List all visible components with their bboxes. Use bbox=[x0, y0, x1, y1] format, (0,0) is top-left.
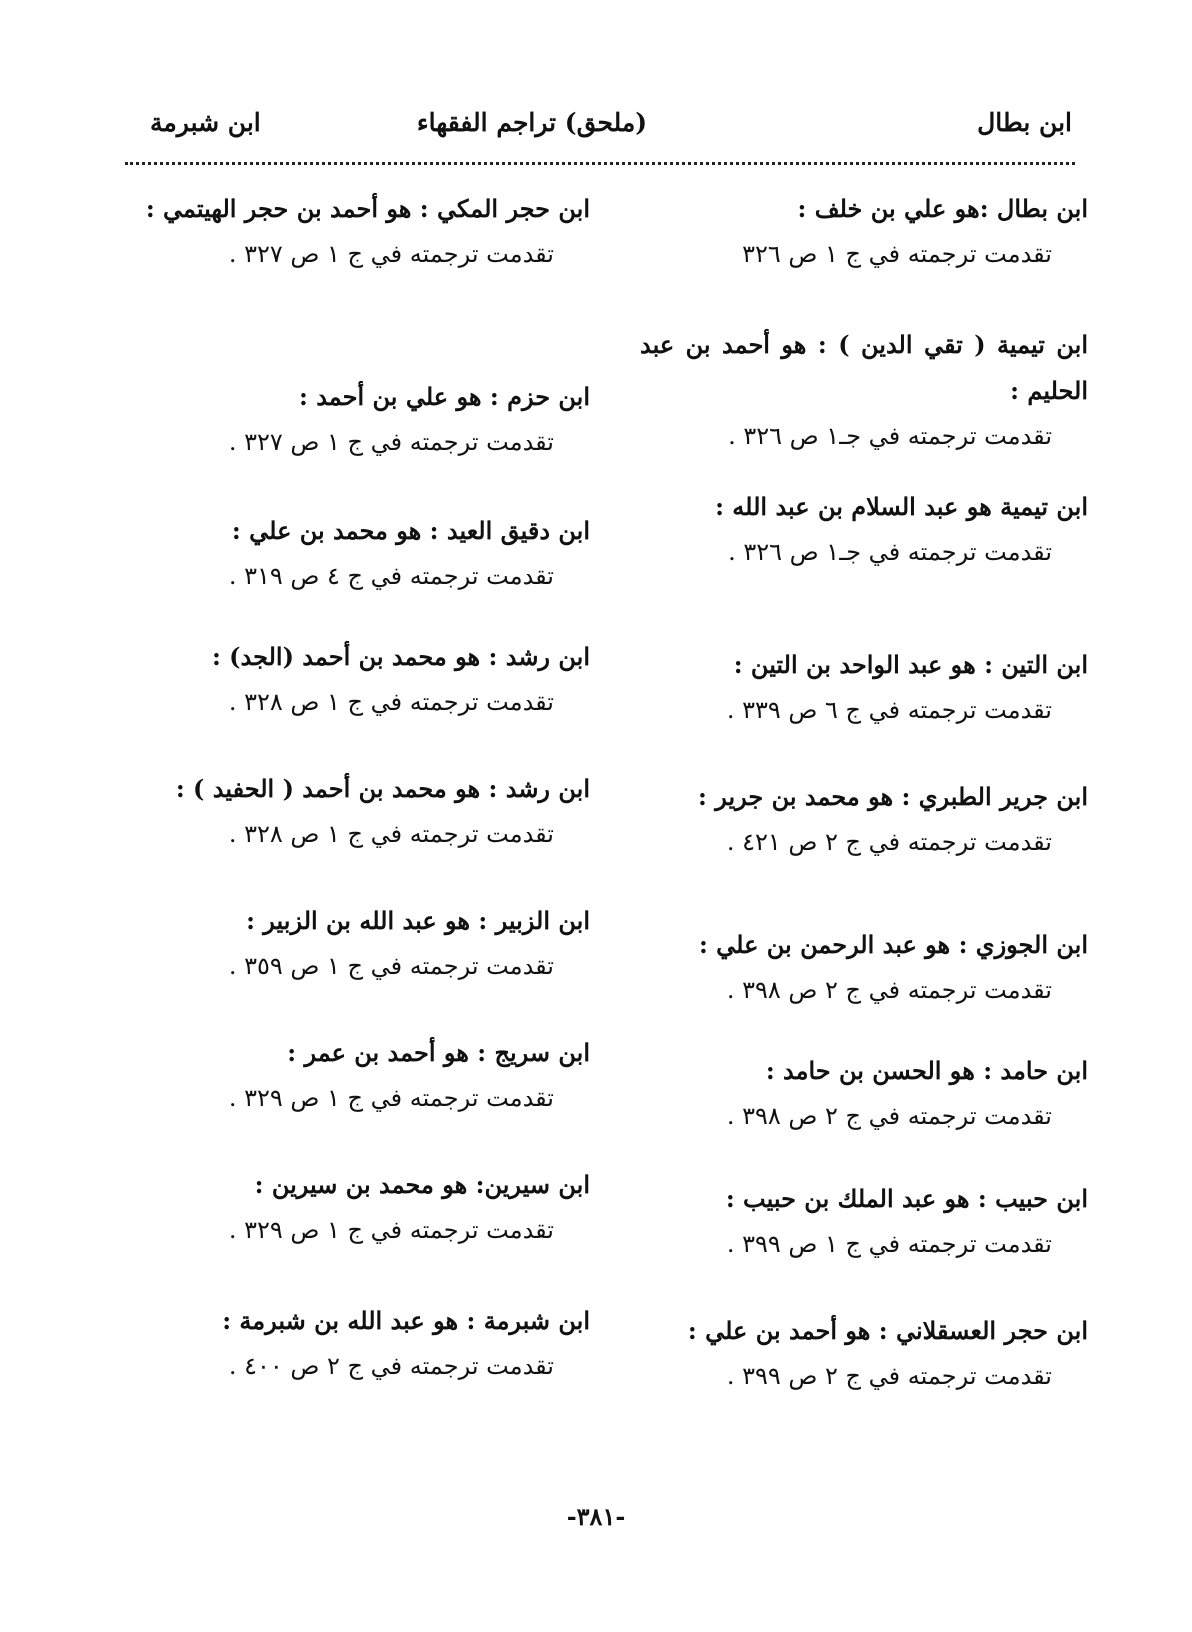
entry-reference: تقدمت ترجمته في ج ١ ص ٣٢٧ . bbox=[228, 240, 554, 268]
entry-name: ابن سريج : هو أحمد بن عمر : bbox=[287, 1038, 590, 1067]
page-number: -٣٨١- bbox=[566, 1502, 626, 1531]
entry bbox=[640, 1048, 1088, 1138]
entry bbox=[640, 774, 1088, 864]
entry-reference: تقدمت ترجمته في ج ١ ص ٣٢٧ . bbox=[228, 428, 554, 456]
entry bbox=[110, 1298, 590, 1388]
entry-reference: تقدمت ترجمته في ج ٢ ص ٤٠٠ . bbox=[228, 1352, 554, 1380]
entry-name: ابن تيمية هو عبد السلام بن عبد الله : bbox=[715, 492, 1088, 521]
entry bbox=[110, 374, 590, 464]
entry bbox=[110, 1030, 590, 1120]
header-dotted-rule bbox=[125, 162, 1075, 165]
entry-reference: تقدمت ترجمته في ج ٤ ص ٣١٩ . bbox=[228, 562, 554, 590]
entry bbox=[640, 484, 1088, 574]
entry-name: ابن جرير الطبري : هو محمد بن جرير : bbox=[698, 782, 1088, 811]
entry-name: ابن تيمية ( تقي الدين ) : هو أحمد بن عبد الحليم : bbox=[640, 330, 1088, 405]
entry-name: ابن شبرمة : هو عبد الله بن شبرمة : bbox=[222, 1306, 590, 1335]
entry-name: ابن حزم : هو علي بن أحمد : bbox=[298, 382, 590, 411]
entry-name: ابن حجر المكي : هو أحمد بن حجر الهيتمي : bbox=[145, 194, 590, 223]
entry-reference: تقدمت ترجمته في ج ٦ ص ٣٣٩ . bbox=[726, 696, 1052, 724]
entry-name: ابن رشد : هو محمد بن أحمد ( الحفيد ) : bbox=[175, 774, 590, 803]
entry-reference: تقدمت ترجمته في ج ١ ص ٣٢٨ . bbox=[228, 820, 554, 848]
entry-reference: تقدمت ترجمته في ج ١ ص ٣٥٩ . bbox=[228, 952, 554, 980]
entry-name: ابن الجوزي : هو عبد الرحمن بن علي : bbox=[698, 930, 1088, 959]
entry bbox=[640, 1176, 1088, 1266]
running-header-right: ابن بطال bbox=[977, 108, 1072, 137]
entry bbox=[110, 186, 590, 276]
entry-reference: تقدمت ترجمته في ج ١ ص ٣٢٨ . bbox=[228, 688, 554, 716]
entry-reference: تقدمت ترجمته في ج ٢ ص ٣٩٨ . bbox=[726, 976, 1052, 1004]
entry bbox=[110, 1162, 590, 1252]
entry-reference: تقدمت ترجمته في ج ١ ص ٣٢٩ . bbox=[228, 1216, 554, 1244]
running-header-left: ابن شبرمة bbox=[150, 108, 261, 137]
running-header-title: (ملحق) تراجم الفقهاء bbox=[416, 108, 648, 137]
entry bbox=[640, 1308, 1088, 1398]
entry-reference: تقدمت ترجمته في ج ١ ص ٣٢٩ . bbox=[228, 1084, 554, 1112]
entry bbox=[110, 898, 590, 988]
entry-name: ابن دقيق العيد : هو محمد بن علي : bbox=[231, 516, 590, 545]
entry-name: ابن حامد : هو الحسن بن حامد : bbox=[765, 1056, 1088, 1085]
entry-name: ابن حبيب : هو عبد الملك بن حبيب : bbox=[725, 1184, 1088, 1213]
entry-reference: تقدمت ترجمته في ج ٢ ص ٣٩٩ . bbox=[726, 1362, 1052, 1390]
entry-reference: تقدمت ترجمته في جـ١ ص ٣٢٦ . bbox=[728, 422, 1052, 450]
entry-reference: تقدمت ترجمته في ج ٢ ص ٣٩٨ . bbox=[726, 1102, 1052, 1130]
entry-name: ابن الزبير : هو عبد الله بن الزبير : bbox=[246, 906, 590, 935]
entry-name: ابن التين : هو عبد الواحد بن التين : bbox=[733, 650, 1088, 679]
entry-reference: تقدمت ترجمته في ج ١ ص ٣٩٩ . bbox=[726, 1230, 1052, 1258]
entry bbox=[640, 322, 1088, 458]
entry bbox=[640, 642, 1088, 732]
entry-name: ابن بطال :هو علي بن خلف : bbox=[797, 194, 1088, 223]
entry-reference: تقدمت ترجمته في جـ١ ص ٣٢٦ . bbox=[728, 538, 1052, 566]
entry bbox=[110, 766, 590, 856]
entry-name: ابن حجر العسقلاني : هو أحمد بن علي : bbox=[687, 1316, 1088, 1345]
entry-name: ابن رشد : هو محمد بن أحمد (الجد) : bbox=[211, 642, 590, 671]
entry-reference: تقدمت ترجمته في ج ١ ص ٣٢٦ bbox=[742, 240, 1052, 268]
entry bbox=[640, 922, 1088, 1012]
entry bbox=[640, 186, 1088, 276]
entry-name: ابن سيرين: هو محمد بن سيرين : bbox=[254, 1170, 590, 1199]
entry bbox=[110, 634, 590, 724]
entry-reference: تقدمت ترجمته في ج ٢ ص ٤٢١ . bbox=[726, 828, 1052, 856]
entry bbox=[110, 508, 590, 598]
